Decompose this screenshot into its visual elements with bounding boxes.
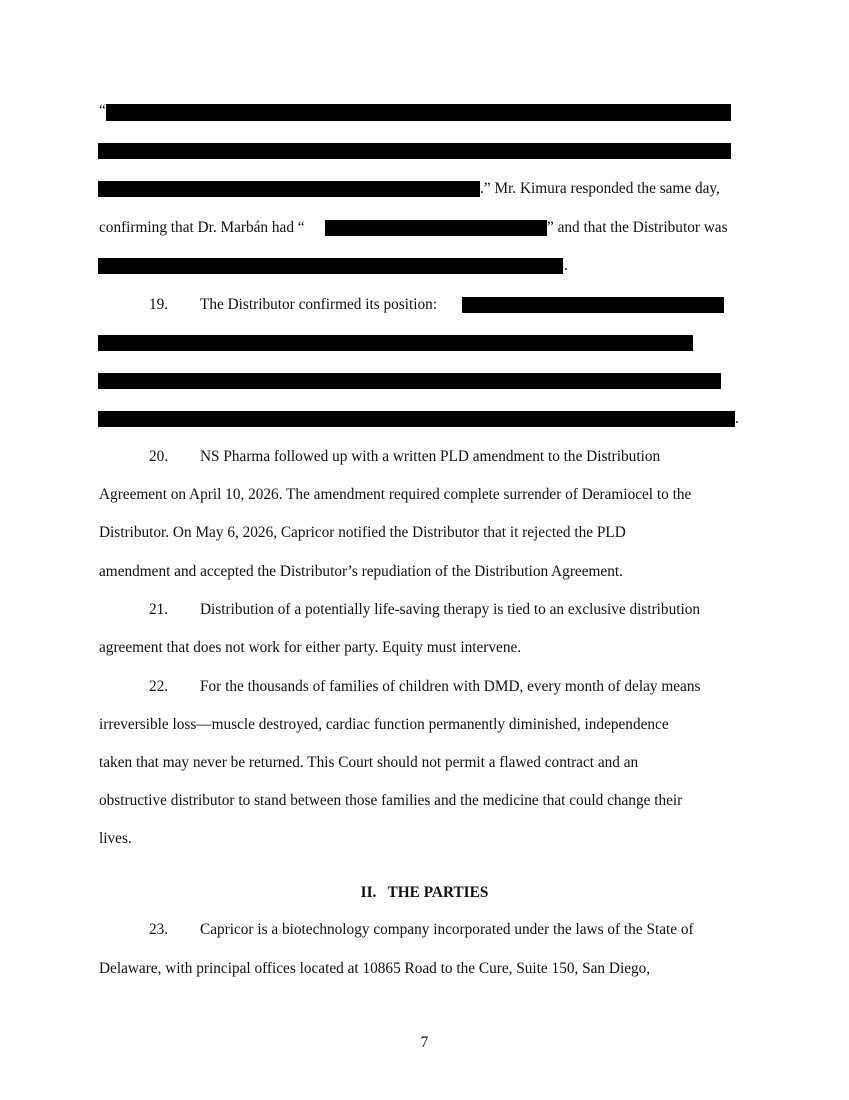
body-text: .	[735, 410, 739, 427]
body-text: ” and that the Distributor was	[547, 219, 728, 236]
body-text: obstructive distributor to stand between those families and the medicine that could change their	[99, 792, 683, 809]
body-text: The Distributor confirmed its position:	[200, 296, 438, 313]
body-text: .” Mr. Kimura responded the same day,	[480, 180, 720, 197]
body-text: irreversible loss—muscle destroyed, cardiac function permanently diminished, independence	[99, 716, 669, 733]
paragraph-number: 20.	[149, 448, 169, 465]
body-text: Capricor is a biotechnology company incorporated under the laws of the State of	[200, 921, 694, 938]
body-text: Distributor. On May 6, 2026, Capricor notified the Distributor that it rejected the PLD	[99, 524, 626, 541]
body-text: Agreement on April 10, 2026. The amendment required complete surrender of Deramiocel to the	[99, 486, 692, 503]
paragraph-number: 22.	[149, 678, 169, 695]
body-text: .	[564, 257, 568, 274]
redaction-bar	[98, 335, 693, 351]
body-text: confirming that Dr. Marbán had “	[99, 219, 305, 236]
body-text: amendment and accepted the Distributor’s repudiation of the Distribution Agreement.	[99, 563, 623, 580]
open-quote: “	[99, 102, 106, 119]
redaction-bar	[98, 373, 721, 389]
section-heading: II. THE PARTIES	[360, 884, 489, 901]
redaction-bar	[98, 411, 735, 427]
body-text: For the thousands of families of children with DMD, every month of delay means	[200, 678, 701, 695]
redaction-bar	[106, 104, 731, 121]
redaction-bar	[98, 258, 563, 274]
page-number: 7	[420, 1034, 429, 1051]
body-text: lives.	[99, 830, 132, 847]
redaction-bar	[98, 143, 731, 159]
body-text: Distribution of a potentially life-saving therapy is tied to an exclusive distribution	[200, 601, 701, 618]
body-text: Delaware, with principal offices located at 10865 Road to the Cure, Suite 150, San Diego,	[99, 960, 651, 977]
redaction-bar	[462, 297, 724, 313]
paragraph-number: 23.	[149, 921, 169, 938]
redaction-bar	[325, 220, 547, 236]
body-text: NS Pharma followed up with a written PLD amendment to the Distribution	[200, 448, 661, 465]
body-text: taken that may never be returned. This Court should not permit a flawed contract and an	[99, 754, 639, 771]
paragraph-number: 19.	[149, 296, 169, 313]
paragraph-number: 21.	[149, 601, 169, 618]
redaction-bar	[98, 181, 480, 197]
body-text: agreement that does not work for either party. Equity must intervene.	[99, 639, 522, 656]
